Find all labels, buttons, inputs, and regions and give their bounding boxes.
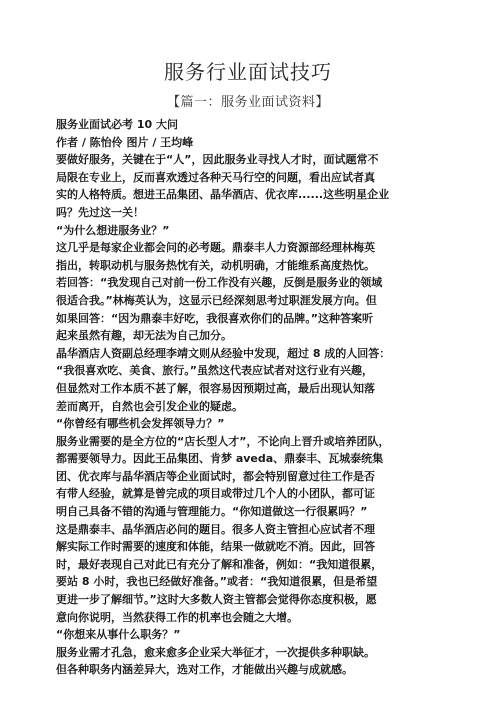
document-subtitle: 【篇一：服务业面试资料】 <box>166 95 329 110</box>
body-line: 解实际工作时需要的速度和体能，结果一做就吃不消。因此，回答 <box>56 540 375 554</box>
body-line: 实的人格特质。想进王品集团、晶华酒店、优衣库......这些明星企业 <box>56 188 390 202</box>
body-line: 若回答：“我发现自己对前一份工作没有兴趣，反倒是服务业的领域 <box>56 276 383 290</box>
body-line: 作者 / 陈怡伶 图片 / 王均峰 <box>56 135 194 149</box>
body-line: 局限在专业上，反而喜欢透过各种天马行空的问题，看出应试者真 <box>56 170 375 184</box>
body-line: 服务业面试必考 10 大问 <box>56 118 178 131</box>
body-line: 这几乎是每家企业都会问的必考题。鼎泰丰人力资源部经理林梅英 <box>56 241 375 255</box>
body-line: 服务业需才孔急，愈来愈多企业采大举征才，一次提供多种职缺。 <box>56 645 375 659</box>
body-line: 服务业需要的是全方位的“店长型人才”，不论向上晋升或培养团队， <box>56 434 390 448</box>
body-line: 意向你说明，当然获得工作的机率也会随之大增。 <box>56 610 298 624</box>
body-line: 差而离开，自然也会引发企业的疑虑。 <box>56 399 243 413</box>
body-line: 要做好服务，关键在于“人”，因此服务业寻找人才时，面试题常不 <box>56 153 379 167</box>
body-line: 都需要领导力。因此王品集团、肯梦 aveda、鼎泰丰、瓦城泰统集 <box>56 452 384 466</box>
body-line: 团、优衣库与晶华酒店等企业面试时，都会特别留意过往工作是否 <box>56 469 375 483</box>
body-line: 但显然对工作本质不甚了解，很容易因预期过高，最后出现认知落 <box>56 381 375 395</box>
body-line: 指出，转职动机与服务热忱有关，动机明确，才能维系高度热忱。 <box>56 258 375 272</box>
body-line: 要站 8 小时，我也已经做好准备。”或者：“我知道很累，但是希望 <box>56 575 378 589</box>
body-line: “为什么想进服务业？” <box>56 223 170 237</box>
body-line: 明自己具备不错的沟通与管理能力。“你知道做这一行很累吗？” <box>56 505 368 519</box>
body-line: 时，最好表现自己对此已有充分了解和准备，例如：“我知道很累， <box>56 557 383 571</box>
body-line: 晶华酒店人资副总经理李靖文则从经验中发现，超过 8 成的人回答： <box>56 346 391 360</box>
body-line: 如果回答：“因为鼎泰丰好吃，我很喜欢你们的品牌。”这种答案听 <box>56 311 373 325</box>
body-line: “你曾经有哪些机会发挥领导力？” <box>56 417 225 431</box>
body-line: “我很喜欢吃、美食、旅行。”虽然这代表应试者对这行业有兴趣， <box>56 364 373 378</box>
document-body <box>56 116 456 679</box>
body-line: 但各种职务内涵差异大，选对工作，才能做出兴趣与成就感。 <box>56 663 353 677</box>
body-line: 更进一步了解细节。”这时大多数人资主管都会觉得你态度积极，愿 <box>56 593 377 607</box>
body-line: 吗？先过这一关！ <box>56 205 144 219</box>
body-line: 起来虽然有趣，却无法为自己加分。 <box>56 329 232 343</box>
body-line: “你想来从事什么职务？” <box>56 628 181 642</box>
body-line: 有带人经验，就算是曾完成的项目或带过几个人的小团队，都可证 <box>56 487 375 501</box>
document-title: 服务行业面试技巧 <box>164 60 332 84</box>
body-line: 这是鼎泰丰、晶华酒店必问的题目。很多人资主管担心应试者不理 <box>56 522 375 536</box>
body-line: 很适合我。”林梅英认为，这显示已经深刻思考过职涯发展方向。但 <box>56 293 377 307</box>
